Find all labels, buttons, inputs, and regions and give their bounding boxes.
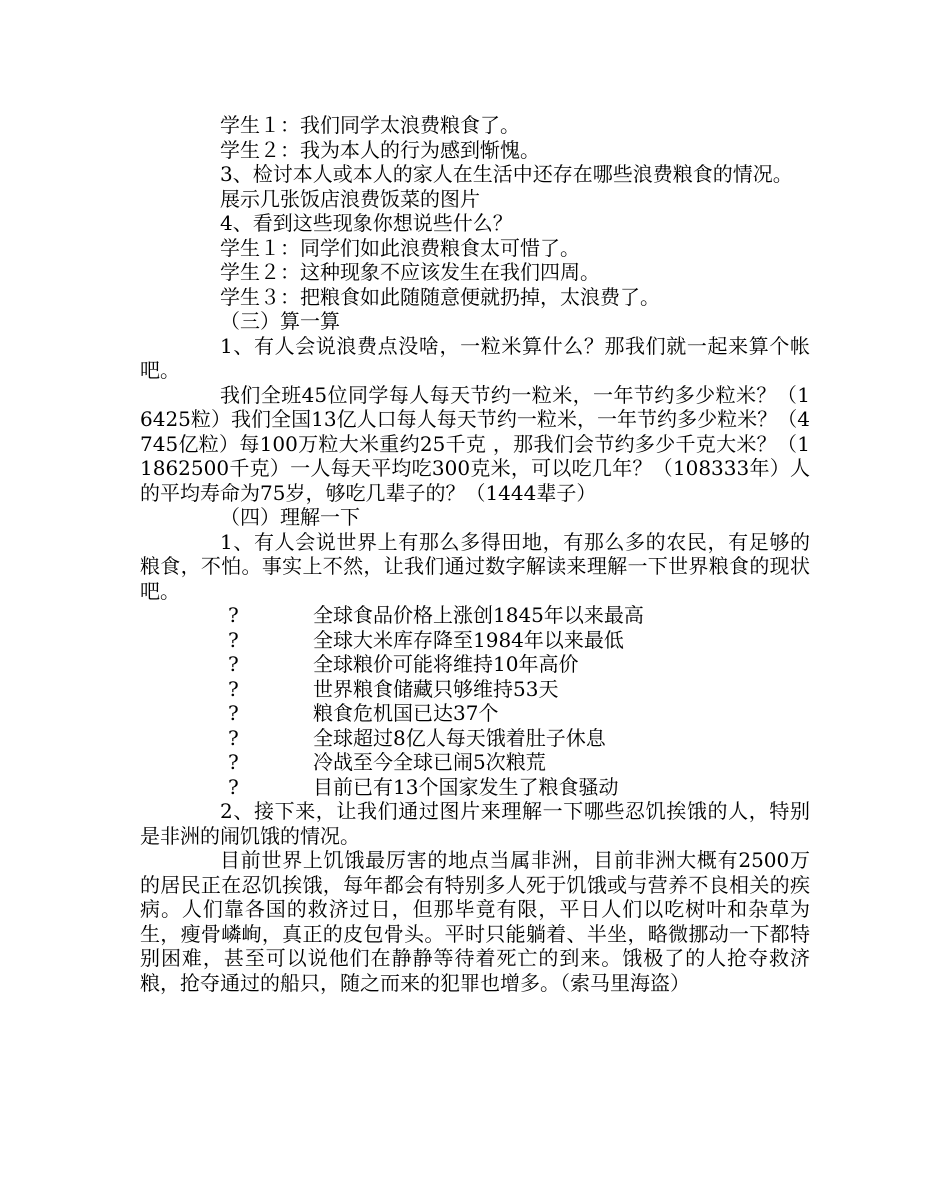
list-item [140, 628, 810, 653]
list-item [140, 775, 810, 800]
section-3-item-1: 1、有人会说浪费点没啥，一粒米算什么？那我们就一起来算个帐吧。 [140, 333, 810, 382]
section-4-item-2: 2、接下来，让我们通过图片来理解一下哪些忍饥挨饿的人，特别是非洲的闹饥饿的情况。 [140, 799, 810, 848]
africa-hunger-paragraph: 目前世界上饥饿最厉害的地点当属非洲，目前非洲大概有2500万的居民正在忍饥挨饿，每年都会有特别多人死于饥饿或与营养不良相关的疾病。人们靠各国的救济过日，但那毕竟有限，平日人们以吃树叶和杂草为生，瘦骨嶙峋，真正的皮包骨头。平时只能躺着、半坐，略微挪动一下都特别困难，甚至可以说他们在静静等待着死亡的到来。饿极了的人抢夺救济粮，抢夺通过的船只，随之而来的犯罪也增多。（索马里海盗） [140, 848, 810, 995]
list-item [140, 677, 810, 702]
item-4-line: 4、看到这些现象你想说些什么？ [220, 211, 513, 235]
bullet-marker: ? [228, 627, 239, 652]
student-2-line: 学生２：我为本人的行为感到惭愧。 [220, 137, 540, 162]
food-facts-list [140, 603, 810, 799]
section-3-heading: （三）算一算 [220, 309, 340, 333]
bullet-marker: ? [228, 652, 239, 676]
list-item-text: 冷战至今全球已闹5次粮荒 [313, 750, 546, 774]
list-item-text: 目前已有13个国家发生了粮食骚动 [313, 774, 619, 799]
student-3-answer: 学生３：把粮食如此随随意便就扔掉，太浪费了。 [220, 284, 660, 309]
show-pictures-line: 展示几张饭店浪费饭菜的图片 [220, 186, 480, 211]
list-item [140, 603, 810, 628]
bullet-marker: ? [228, 774, 239, 799]
list-item-text: 全球粮价可能将维持10年高价 [313, 652, 579, 676]
list-item [140, 726, 810, 751]
list-item [140, 701, 810, 726]
list-item-text: 全球食品价格上涨创1845年以来最高 [313, 603, 644, 627]
list-item-text: 世界粮食储藏只够维持53天 [313, 676, 559, 701]
list-item [140, 652, 810, 677]
calculation-paragraph: 我们全班45位同学每人每天节约一粒米，一年节约多少粒米？（16425粒）我们全国13亿人口每人每天节约一粒米，一年节约多少粒米？（4745亿粒）每100万粒大米重约25千克 ，那我们会节约多少千克大米？（11862500千克）一人每天平均吃300克米，可以吃几年？（108333年）人的平均寿命为75岁，够吃几辈子的？（1444辈子） [140, 382, 810, 505]
bullet-marker: ? [228, 750, 239, 774]
bullet-marker: ? [228, 676, 239, 701]
list-item-text: 全球超过8亿人每天饿着肚子休息 [313, 725, 606, 750]
student-2-answer: 学生２：这种现象不应该发生在我们四周。 [220, 260, 600, 284]
list-item-text: 全球大米库存降至1984年以来最低 [313, 627, 624, 652]
list-item [140, 750, 810, 775]
section-4-heading: （四）理解一下 [220, 505, 360, 529]
section-4-item-1: 1、有人会说世界上有那么多得田地，有那么多的农民，有足够的粮食，不怕。事实上不然，让我们通过数字解读来理解一下世界粮食的现状吧。 [140, 529, 810, 603]
student-1-line: 学生１：我们同学太浪费粮食了。 [220, 113, 520, 137]
student-1-answer: 学生１：同学们如此浪费粮食太可惜了。 [220, 235, 580, 260]
bullet-marker: ? [228, 603, 239, 627]
bullet-marker: ? [228, 701, 239, 725]
list-item-text: 粮食危机国已达37个 [313, 701, 499, 725]
document-page [140, 113, 810, 995]
bullet-marker: ? [228, 725, 239, 750]
item-3-paragraph: 3、检讨本人或本人的家人在生活中还存在哪些浪费粮食的情况。 [220, 162, 793, 186]
